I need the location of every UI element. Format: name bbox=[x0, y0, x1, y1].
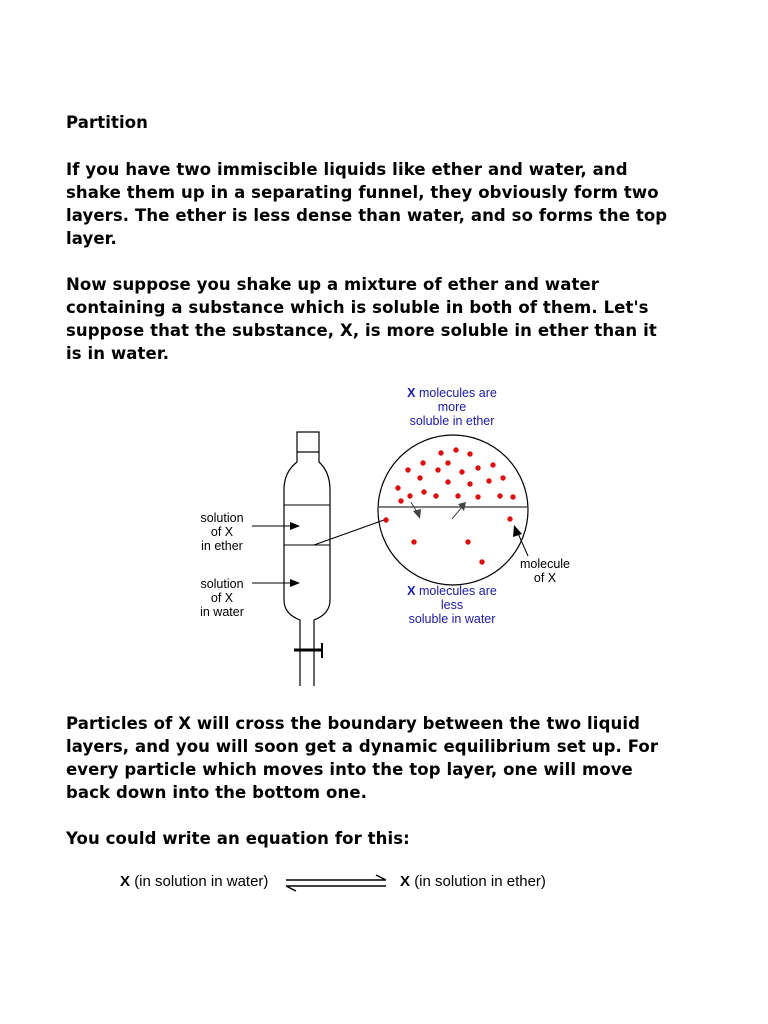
molecule-label-line2-text: of X bbox=[533, 571, 557, 585]
paragraph-substance-x: Now suppose you shake up a mixture of ether and water containing a substance which is soluble in both of them. Let's suppose that the substance, X, is more soluble in ether than it is in water. bbox=[66, 275, 657, 363]
molecule-dot bbox=[445, 460, 450, 465]
ether-molecules bbox=[395, 447, 515, 503]
equilibrium-arrow-icon bbox=[284, 872, 390, 894]
molecule-dot bbox=[433, 493, 438, 498]
top-caption-x: X bbox=[407, 386, 416, 400]
molecule-dot bbox=[411, 539, 416, 544]
bottom-caption-line2: less bbox=[440, 598, 464, 612]
equation-right-text: (in solution in ether) bbox=[414, 873, 546, 890]
molecule-dot bbox=[490, 462, 495, 467]
molecule-dot bbox=[459, 469, 464, 474]
funnel-stopper bbox=[297, 432, 319, 452]
equation-left-text: (in solution in water) bbox=[134, 873, 269, 890]
reverse-arrow-barb bbox=[286, 886, 296, 891]
molecule-dot bbox=[479, 559, 484, 564]
zoom-connector-line bbox=[314, 520, 384, 545]
page-heading: Partition bbox=[66, 113, 148, 132]
bottom-caption-line3: soluble in water bbox=[408, 612, 496, 626]
molecule-dot bbox=[407, 493, 412, 498]
water-molecules bbox=[383, 516, 512, 564]
label-ether-line2 bbox=[211, 525, 234, 539]
molecule-label-line2 bbox=[534, 571, 557, 585]
molecule-dot bbox=[465, 539, 470, 544]
label-ether-line2-text: of X bbox=[210, 525, 234, 539]
molecule-dot bbox=[510, 494, 515, 499]
water-arrow-head bbox=[290, 579, 300, 587]
top-caption-line1 bbox=[407, 386, 497, 400]
magnified-view-circle bbox=[378, 435, 528, 585]
label-water-line2: of X bbox=[210, 591, 234, 605]
molecule-dot bbox=[421, 489, 426, 494]
paragraph-immiscible-liquids: If you have two immiscible liquids like ether and water, and shake them up in a separating funnel, they obviously form two layers. The ether is less dense than water, and so forms the top layer. bbox=[66, 160, 668, 248]
molecule-dot bbox=[383, 517, 388, 522]
molecule-dot bbox=[455, 493, 460, 498]
molecule-dot bbox=[453, 447, 458, 452]
equation-right-side bbox=[400, 873, 546, 890]
molecule-move-arrow-head bbox=[413, 509, 421, 519]
molecule-dot bbox=[420, 460, 425, 465]
molecule-dot bbox=[395, 485, 400, 490]
top-caption-line3: soluble in ether bbox=[409, 414, 495, 428]
molecule-dot bbox=[445, 479, 450, 484]
label-water-line1: solution bbox=[200, 577, 244, 591]
equation-left-side bbox=[120, 873, 268, 890]
bottom-caption-line1 bbox=[407, 584, 497, 598]
equation-left-symbol: X bbox=[120, 873, 131, 890]
molecule-dot bbox=[500, 475, 505, 480]
bottom-caption-x: X bbox=[407, 584, 416, 598]
molecule-dot bbox=[398, 498, 403, 503]
molecule-pointer-head bbox=[513, 525, 522, 537]
forward-arrow-barb bbox=[376, 875, 386, 880]
molecule-dot bbox=[438, 450, 443, 455]
molecule-dot bbox=[405, 467, 410, 472]
paragraph-dynamic-equilibrium: Particles of X will cross the boundary between the two liquid layers, and you will soon get a dynamic equilibrium set up. For every particle which moves into the top layer, one will move back down into the bottom one. bbox=[66, 714, 659, 802]
molecule-dot bbox=[507, 516, 512, 521]
top-caption-line1-rest: molecules are bbox=[415, 386, 497, 400]
paragraph-equation-intro: You could write an equation for this: bbox=[66, 829, 410, 848]
molecule-dot bbox=[486, 478, 491, 483]
molecule-dot bbox=[475, 465, 480, 470]
label-ether-line1: solution bbox=[200, 511, 244, 525]
molecule-dot bbox=[497, 493, 502, 498]
ether-arrow-head bbox=[290, 522, 300, 530]
molecule-move-arrow bbox=[452, 507, 462, 519]
molecule-dot bbox=[475, 494, 480, 499]
equation-right-symbol: X bbox=[400, 873, 411, 890]
bottom-caption-line1-rest: molecules are bbox=[415, 584, 497, 598]
top-caption-line2: more bbox=[437, 400, 467, 414]
molecule-dot bbox=[435, 467, 440, 472]
label-ether-line3: in ether bbox=[201, 539, 243, 553]
molecule-label-line1: molecule bbox=[519, 557, 571, 571]
molecule-dot bbox=[467, 481, 472, 486]
molecule-dot bbox=[417, 475, 422, 480]
label-water-line3: in water bbox=[200, 605, 244, 619]
molecule-dot bbox=[467, 451, 472, 456]
